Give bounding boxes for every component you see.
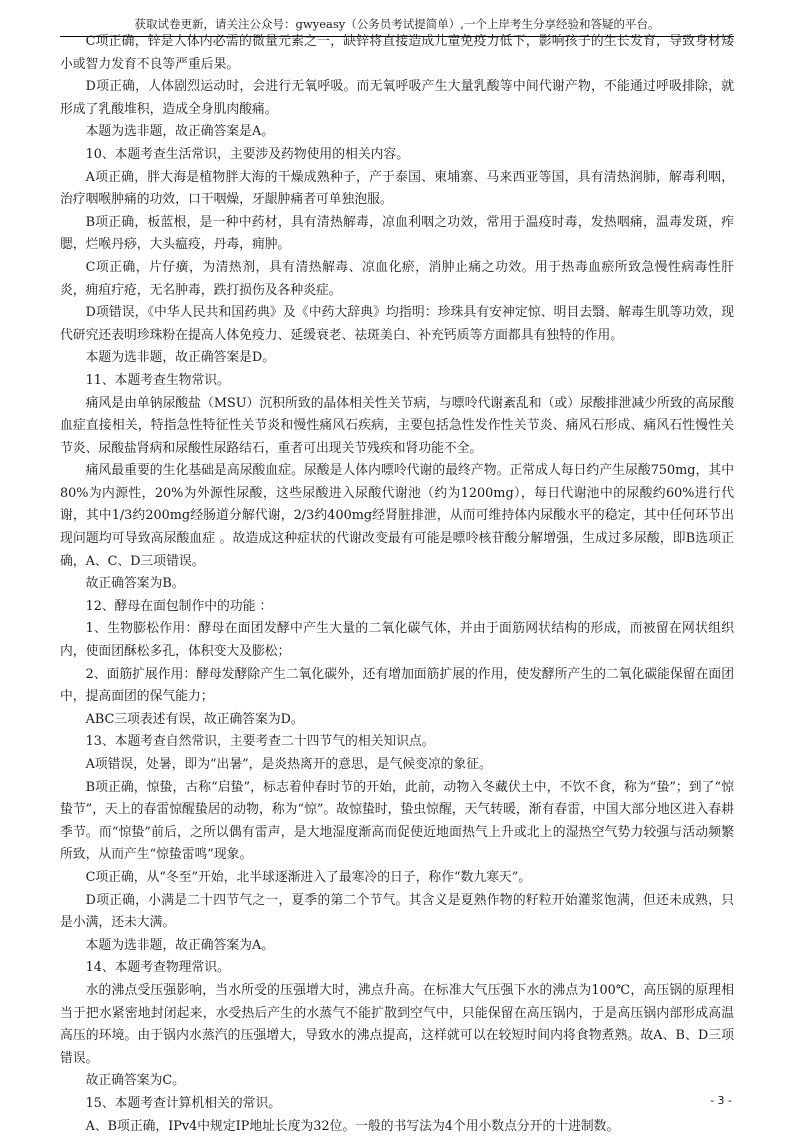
paragraph: A、B项正确，IPv4中规定IP地址长度为32位。一般的书写法为4个用小数点分开的十进制数。 bbox=[60, 1116, 734, 1138]
question-heading: 15、本题考查计算机相关的常识。 bbox=[60, 1093, 734, 1116]
question-heading: 11、本题考查生物常识。 bbox=[60, 370, 734, 393]
paragraph: 痛风是由单钠尿酸盐（MSU）沉积所致的晶体相关性关节病，与嘌呤代谢紊乱和（或）尿酸排泄减少所致的高尿酸血症直接相关，特指急性特征性关节炎和慢性痛风石疾病，主要包括急性发作性关节炎、痛风石形成、痛风石性慢性关节炎、尿酸盐肾病和尿酸性尿路结石，重者可出现关节残疾和肾功能不全。 bbox=[60, 393, 734, 461]
paragraph: 本题为选非题，故正确答案为A。 bbox=[60, 935, 734, 958]
document-body bbox=[60, 31, 734, 1138]
page-header: 获取试卷更新，请关注公众号：gwyeasy（公务员考试提简单）,一个上岸考生分享经验和答疑的平台。 bbox=[60, 16, 734, 37]
paragraph: C项正确，从“冬至”开始，北半球逐渐进入了最寒冷的日子，称作“数九寒天”。 bbox=[60, 867, 734, 890]
paragraph: B项正确，惊蛰，古称“启蛰”，标志着仲春时节的开始，此前，动物入冬藏伏土中，不饮不食，称为“蛰”；到了“惊蛰节”，天上的春雷惊醒蛰居的动物，称为“惊”。故惊蛰时，蛰虫惊醒，天气转暖，渐有春雷，中国大部分地区进入春耕季节。而“惊蛰”前后，之所以偶有雷声，是大地湿度渐高而促使近地面热气上升或北上的湿热空气势力较强与活动频繁所致，从而产生“惊蛰雷鸣”现象。 bbox=[60, 777, 734, 867]
page-number: - 3 - bbox=[710, 1094, 732, 1107]
paragraph: 故正确答案为B。 bbox=[60, 573, 734, 596]
paragraph: D项错误，《中华人民共和国药典》及《中药大辞典》均指明：珍珠具有安神定惊、明目去翳、解毒生肌等功效，现代研究还表明珍珠粉在提高人体免疫力、延缓衰老、祛斑美白、补充钙质等方面都具有独特的作用。 bbox=[60, 302, 734, 347]
paragraph: C项正确，片仔癀，为清热剂，具有清热解毒、凉血化瘀，消肿止痛之功效。用于热毒血瘀所致急慢性病毒性肝炎，痈疽疔疮，无名肿毒，跌打损伤及各种炎症。 bbox=[60, 257, 734, 302]
paragraph: 痛风最重要的生化基础是高尿酸血症。尿酸是人体内嘌呤代谢的最终产物。正常成人每日约产生尿酸750mg，其中80%为内源性，20%为外源性尿酸，这些尿酸进入尿酸代谢池（约为1200mg），每日代谢池中的尿酸约60%进行代谢，其中1/3约200mg经肠道分解代谢，2/3约400mg经肾脏排泄，从而可维持体内尿酸水平的稳定，其中任何环节出现问题均可导致高尿酸血症 。故造成这种症状的代谢改变最有可能是嘌呤核苷酸分解增强，生成过多尿酸，即B选项正确，A、C、D三项错误。 bbox=[60, 460, 734, 573]
paragraph: 水的沸点受压强影响，当水所受的压强增大时，沸点升高。在标准大气压强下水的沸点为100℃，高压锅的原理相当于把水紧密地封闭起来，水受热后产生的水蒸气不能扩散到空气中，只能保留在高压锅内，于是高压锅内部形成高温高压的环境。由于锅内水蒸汽的压强增大，导致水的沸点提高，这样就可以在较短时间内将食物煮熟。故A、B、D三项错误。 bbox=[60, 980, 734, 1070]
paragraph: A项错误，处暑，即为“出暑”，是炎热离开的意思，是气候变凉的象征。 bbox=[60, 754, 734, 777]
paragraph: B项正确，板蓝根，是一种中药材，具有清热解毒，凉血利咽之功效，常用于温疫时毒，发热咽痛，温毒发斑，痄腮，烂喉丹痧，大头瘟疫，丹毒，痈肿。 bbox=[60, 212, 734, 257]
question-heading: 13、本题考查自然常识，主要考查二十四节气的相关知识点。 bbox=[60, 731, 734, 754]
question-heading: 12、酵母在面包制作中的功能 ： bbox=[60, 596, 734, 619]
question-heading: 10、本题考查生活常识，主要涉及药物使用的相关内容。 bbox=[60, 144, 734, 167]
paragraph: A项正确，胖大海是植物胖大海的干燥成熟种子，产于泰国、柬埔寨、马来西亚等国，具有清热润肺，解毒利咽，治疗咽喉肿痛的功效，口干咽燥，牙龈肿痛者可单独泡服。 bbox=[60, 167, 734, 212]
paragraph: D项正确，小满是二十四节气之一，夏季的第二个节气。其含义是夏熟作物的籽粒开始灌浆饱满，但还未成熟，只是小满，还未大满。 bbox=[60, 890, 734, 935]
paragraph: ABC三项表述有误，故正确答案为D。 bbox=[60, 709, 734, 732]
paragraph: 本题为选非题，故正确答案是A。 bbox=[60, 121, 734, 144]
paragraph: 故正确答案为C。 bbox=[60, 1070, 734, 1093]
paragraph: 1、生物膨松作用：酵母在面团发酵中产生大量的二氧化碳气体，并由于面筋网状结构的形成，而被留在网状组织内，使面团酥松多孔，体积变大及膨松； bbox=[60, 618, 734, 663]
paragraph: D项正确，人体剧烈运动时，会进行无氧呼吸。而无氧呼吸产生大量乳酸等中间代谢产物，不能通过呼吸排除，就形成了乳酸堆积，造成全身肌肉酸痛。 bbox=[60, 76, 734, 121]
paragraph: C项正确，锌是人体内必需的微量元素之一，缺锌将直接造成儿童免疫力低下，影响孩子的生长发育，导致身材矮小或智力发育不良等严重后果。 bbox=[60, 31, 734, 76]
paragraph: 本题为选非题，故正确答案是D。 bbox=[60, 347, 734, 370]
paragraph: 2、面筋扩展作用：酵母发酵除产生二氧化碳外，还有增加面筋扩展的作用，使发酵所产生的二氧化碳能保留在面团中，提高面团的保气能力； bbox=[60, 664, 734, 709]
question-heading: 14、本题考查物理常识。 bbox=[60, 957, 734, 980]
